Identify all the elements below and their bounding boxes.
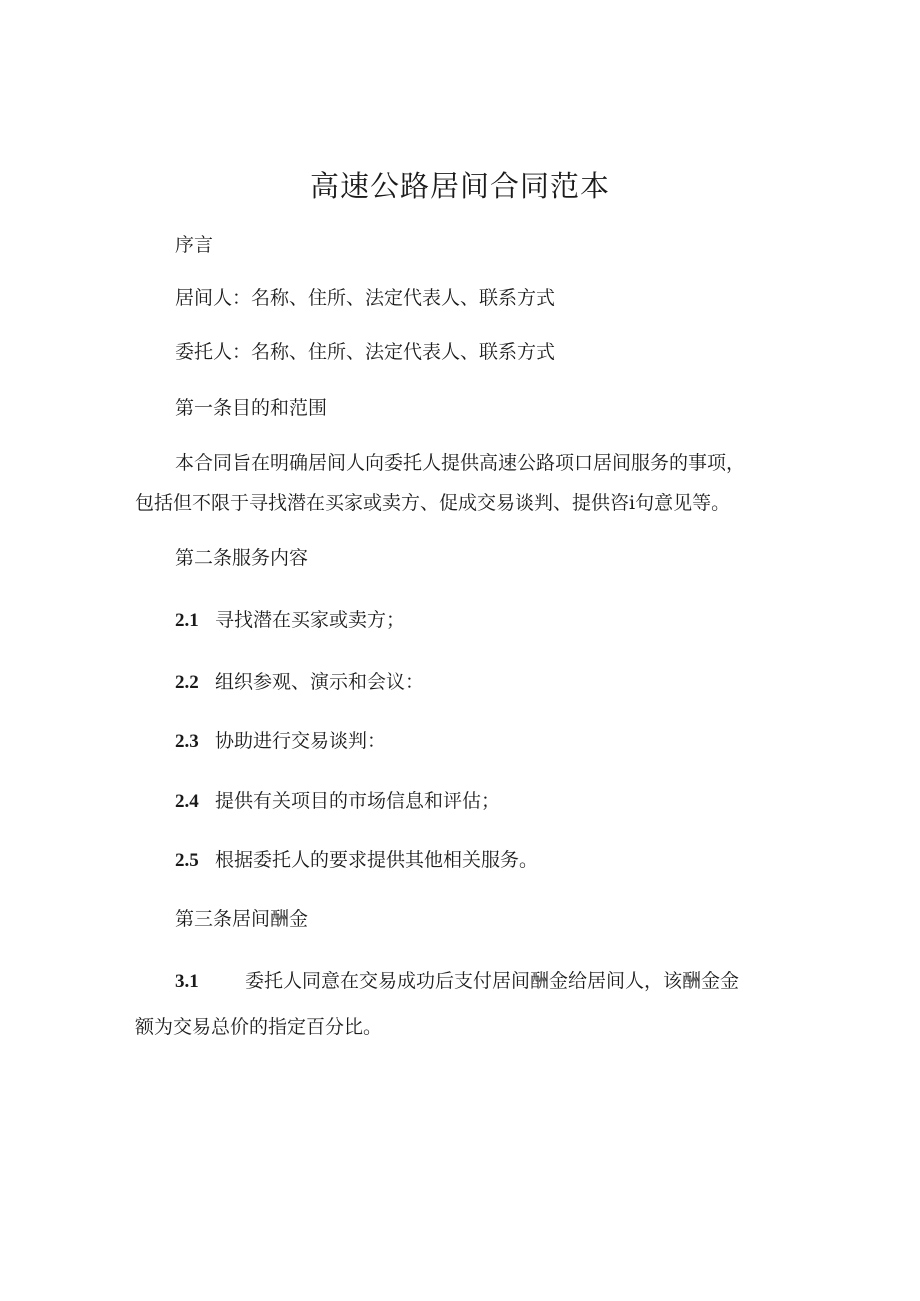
article1-paragraph-line1: 本合同旨在明确居间人向委托人提供高速公路项口居间服务的事项， bbox=[175, 452, 746, 474]
item-number: 2.4 bbox=[175, 791, 199, 812]
list-item bbox=[175, 786, 500, 817]
article3-item-line1 bbox=[175, 966, 739, 997]
client-info: 委托人：名称、住所、法定代表人、联系方式 bbox=[175, 341, 556, 363]
article3-heading: 第三条居间酬金 bbox=[175, 908, 309, 930]
list-item bbox=[175, 726, 386, 757]
item-text: 寻找潜在买家或卖方； bbox=[215, 609, 406, 631]
item-text: 委托人同意在交易成功后支付居间酬金给居间人，该酬金金 bbox=[245, 970, 740, 992]
preface-heading: 序言 bbox=[175, 234, 214, 256]
article1-paragraph-line2: 包括但不限于寻找潜在买家或卖方、促成交易谈判、提供咨i句意见等。 bbox=[135, 492, 731, 514]
article1-heading: 第一条目的和范围 bbox=[175, 397, 328, 419]
list-item bbox=[175, 667, 424, 698]
item-number: 2.5 bbox=[175, 850, 199, 871]
item-text: 组织参观、演示和会议： bbox=[215, 671, 425, 693]
item-text: 根据委托人的要求提供其他相关服务。 bbox=[215, 849, 539, 871]
item-number: 3.1 bbox=[175, 971, 199, 992]
list-item bbox=[175, 605, 405, 636]
item-text: 协助进行交易谈判： bbox=[215, 730, 387, 752]
item-text: 提供有关项目的市场信息和评估； bbox=[215, 790, 501, 812]
list-item bbox=[175, 845, 538, 876]
article2-heading: 第二条服务内容 bbox=[175, 547, 309, 569]
intermediary-info: 居间人：名称、住所、法定代表人、联系方式 bbox=[175, 287, 556, 309]
item-number: 2.3 bbox=[175, 731, 199, 752]
document-title: 高速公路居间合同范本 bbox=[309, 169, 610, 203]
article3-item-line2: 额为交易总价的指定百分比。 bbox=[135, 1016, 383, 1038]
item-number: 2.2 bbox=[175, 672, 199, 693]
item-number: 2.1 bbox=[175, 610, 199, 631]
